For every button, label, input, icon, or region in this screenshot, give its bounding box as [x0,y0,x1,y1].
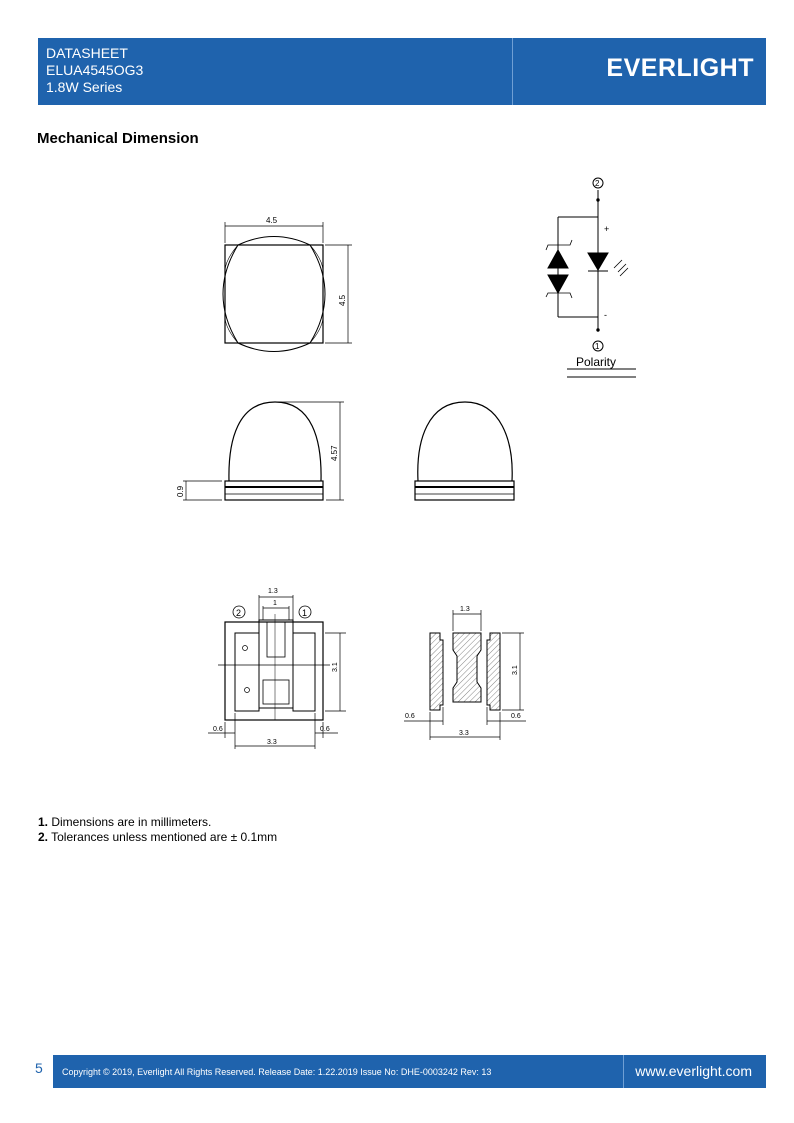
base-height-label: 0.9 [176,485,185,497]
pad-layout [404,610,526,740]
top-height-label: 4.5 [338,294,347,306]
footer-bar [30,1055,766,1088]
page-number: 5 [35,1060,43,1076]
doc-type: DATASHEET [46,45,128,61]
pin2-label: 2 [595,179,600,188]
minus-label: - [604,310,607,320]
r-pad-height-label: 3.1 [512,665,519,675]
section-title: Mechanical Dimension [37,130,199,147]
page-number-box [30,1055,52,1088]
bottom-pin2-label: 2 [236,608,242,618]
r-gap-left-label: 0.6 [405,713,415,720]
gap-right-label: 0.6 [320,726,330,733]
polarity-schematic [546,178,636,377]
side-view-front [183,402,344,500]
r-gap-right-label: 0.6 [511,713,521,720]
top-view [223,222,352,352]
gap-left-label: 0.6 [213,726,223,733]
notes-list [38,815,277,845]
r-pad-outer-label: 1.3 [460,606,470,613]
polarity-label: Polarity [576,355,617,369]
pad-outer-label: 1.3 [268,588,278,595]
pad-span-label: 3.3 [267,739,277,746]
note-item: 1. Dimensions are in millimeters. [38,815,212,829]
side-height-label: 4.57 [330,445,339,461]
r-span-label: 3.3 [459,730,469,737]
pin1-label: 1 [595,342,600,351]
website-link[interactable]: www.everlight.com [635,1063,752,1079]
plus-label: + [604,224,610,234]
footer-divider [623,1055,624,1088]
footer-blue-bar [53,1055,766,1088]
series: 1.8W Series [46,79,123,95]
side-view-side [415,402,514,500]
pad-height-label: 3.1 [332,662,339,672]
copyright-text: Copyright © 2019, Everlight All Rights Reserved. Release Date: 1.22.2019 Issue No: DHE-0003242 Rev: 13 [62,1067,492,1077]
top-width-label: 4.5 [266,216,278,225]
note-item: 2. Tolerances unless mentioned are ± 0.1mm [38,830,278,844]
bottom-pin1-label: 1 [302,608,308,618]
pad-inner-label: 1 [273,600,277,607]
part-number: ELUA4545OG3 [46,62,144,78]
everlight-logo: EVERLIGHT [606,54,754,82]
